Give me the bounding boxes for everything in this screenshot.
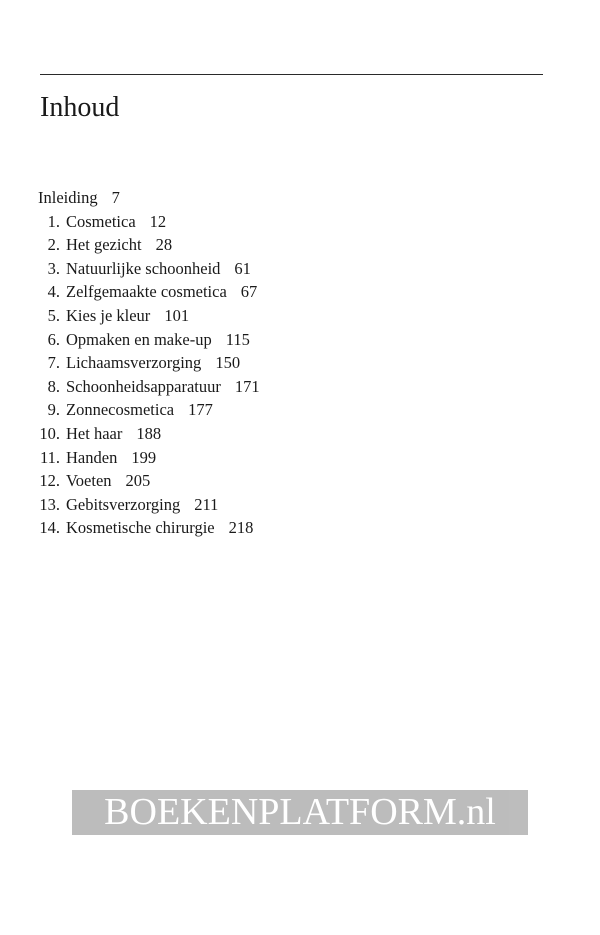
toc-entry-page: 188 (136, 423, 162, 443)
toc-entry-number: 8. (47, 376, 60, 396)
toc-entry (38, 280, 260, 304)
toc-entry-title: Lichaamsverzorging (66, 353, 202, 373)
page-title: Inhoud (40, 92, 120, 123)
toc-entry-title: Kosmetische chirurgie (66, 518, 215, 538)
toc-entry-number: 6. (47, 329, 60, 349)
toc-entry-title: Voeten (66, 471, 112, 491)
toc-entry (38, 351, 260, 375)
toc-entry-title: Kies je kleur (66, 305, 151, 325)
toc-entry-page: 177 (188, 400, 213, 420)
toc-entry-intro (38, 186, 260, 210)
toc-entry-page: 101 (164, 305, 190, 325)
toc-entry-number: 4. (47, 282, 60, 302)
toc-entry-title: Zonnecosmetica (66, 400, 175, 420)
toc-entry-number: 10. (39, 423, 60, 443)
toc-entry-page: 205 (125, 471, 151, 491)
toc-entry-page: 150 (215, 353, 241, 373)
toc-entry-number: 12. (39, 471, 60, 491)
toc-entry-number: 7. (47, 353, 60, 373)
toc-entry (38, 398, 260, 422)
toc-entry-title: Zelfgemaakte cosmetica (66, 282, 227, 302)
toc-entry (38, 328, 260, 352)
toc-entry-page: 211 (194, 494, 219, 514)
toc-entry (38, 422, 260, 446)
toc-entry (38, 304, 260, 328)
toc-entry (38, 375, 260, 399)
toc-entry (38, 210, 260, 234)
toc-entry-title: Gebitsverzorging (66, 494, 181, 514)
toc-entry-title: Inleiding (38, 188, 98, 207)
toc-entry-page: 199 (131, 447, 157, 467)
toc-entry (38, 493, 260, 517)
toc-entry-title: Opmaken en make-up (66, 329, 212, 349)
watermark-banner: BOEKENPLATFORM.nl (72, 790, 528, 835)
toc-entry-page: 67 (240, 282, 258, 302)
toc-entry-page: 218 (228, 518, 254, 538)
toc-entry-title: Het haar (66, 423, 123, 443)
toc-entry-number: 5. (47, 305, 60, 325)
toc-entry-number: 1. (47, 211, 60, 231)
toc-entry-number: 2. (47, 235, 60, 255)
toc-entry-title: Natuurlijke schoonheid (66, 258, 221, 278)
table-of-contents (38, 186, 260, 540)
toc-entry (38, 446, 260, 470)
toc-entry-title: Handen (66, 447, 118, 467)
toc-entry-number: 9. (47, 400, 60, 420)
toc-entry (38, 469, 260, 493)
toc-entry-page: 61 (234, 258, 251, 278)
toc-entry-page: 171 (234, 376, 260, 396)
toc-entry-title: Het gezicht (66, 235, 142, 255)
toc-entry (38, 257, 260, 281)
top-rule (40, 74, 543, 75)
toc-entry-page: 28 (155, 235, 173, 255)
toc-entry-number: 13. (39, 494, 60, 514)
toc-entry-title: Cosmetica (66, 211, 136, 231)
toc-entry-page: 12 (149, 211, 167, 231)
toc-entry-number: 11. (39, 447, 60, 467)
toc-entry-page: 7 (111, 188, 120, 207)
toc-entry-number: 14. (39, 518, 60, 538)
toc-entry-number: 3. (47, 258, 60, 278)
toc-entry (38, 516, 260, 540)
toc-entry-page: 115 (225, 329, 250, 349)
toc-entry-title: Schoonheidsapparatuur (66, 376, 221, 396)
toc-entry (38, 233, 260, 257)
